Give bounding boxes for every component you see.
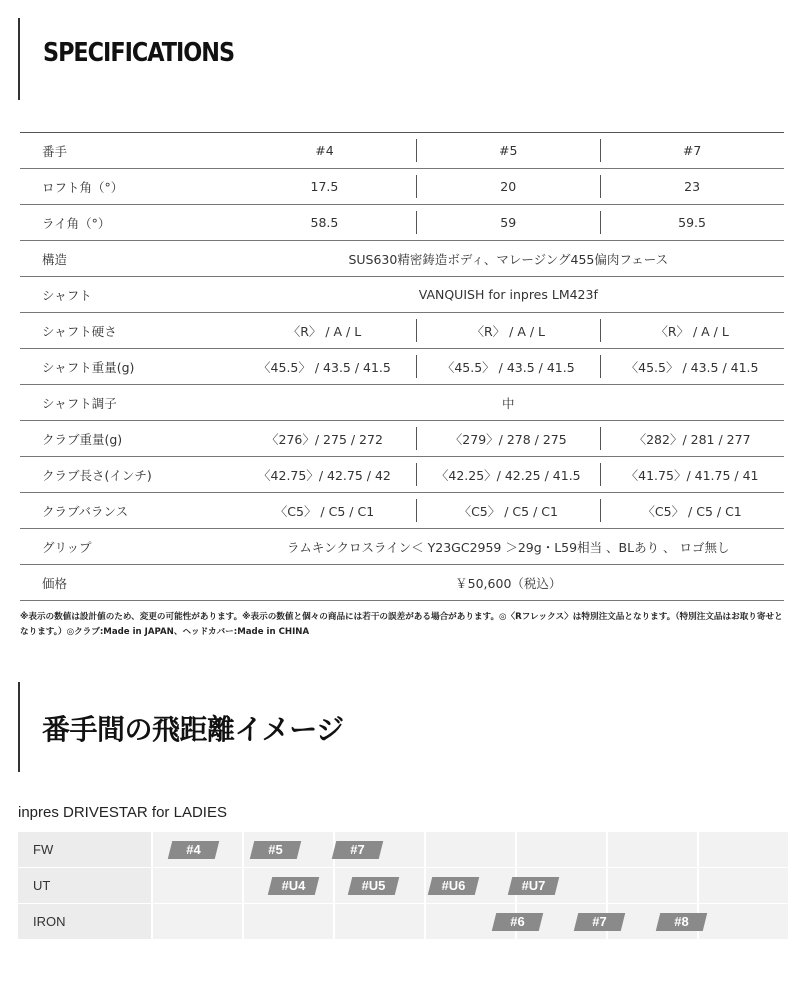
club-number-tag	[428, 877, 479, 895]
spec-row	[20, 205, 784, 241]
club-number-label: #U6	[441, 878, 466, 893]
club-number-label: #U7	[521, 878, 546, 893]
distance-cell	[153, 868, 242, 903]
spec-table	[20, 132, 784, 601]
section-bar	[18, 18, 20, 100]
spec-row	[20, 133, 784, 169]
spec-row	[20, 385, 784, 421]
distance-row	[18, 904, 788, 939]
spec-row	[20, 457, 784, 493]
distance-cell	[699, 904, 788, 939]
spec-row	[20, 529, 784, 565]
spec-row	[20, 349, 784, 385]
distance-subtitle: inpres DRIVESTAR for LADIES	[18, 804, 227, 821]
spec-cell: 59	[416, 205, 600, 241]
spec-row	[20, 277, 784, 313]
distance-cell	[608, 868, 697, 903]
spec-cell: 〈42.25〉/ 42.25 / 41.5	[416, 457, 600, 493]
club-number-tag	[250, 841, 301, 859]
club-number-label: #U5	[361, 878, 386, 893]
distance-grid	[18, 832, 788, 940]
distance-cell	[699, 832, 788, 867]
spec-row-label: クラブバランス	[20, 493, 233, 529]
club-number-label: #7	[350, 842, 365, 857]
club-number-tag	[348, 877, 399, 895]
distance-cell	[608, 832, 697, 867]
club-number-tag	[492, 913, 543, 931]
spec-cell: 〈42.75〉/ 42.75 / 42	[233, 457, 417, 493]
spec-row	[20, 493, 784, 529]
spec-cell: #7	[600, 133, 784, 169]
club-number-tag	[574, 913, 625, 931]
spec-cell: ￥50,600（税込）	[233, 565, 784, 601]
distance-cell	[426, 832, 515, 867]
distance-cell	[517, 832, 606, 867]
specifications-title: SPECIFICATIONS	[43, 38, 235, 68]
spec-cell: 〈282〉/ 281 / 277	[600, 421, 784, 457]
spec-cell: 〈R〉 / A / L	[416, 313, 600, 349]
spec-cell: 〈45.5〉 / 43.5 / 41.5	[600, 349, 784, 385]
club-number-label: #5	[268, 842, 283, 857]
section-bar	[18, 682, 20, 772]
spec-row-label: ロフト角（°）	[20, 169, 233, 205]
spec-cell: ラムキンクロスライン＜ Y23GC2959 ＞29g・L59相当 、BLあり 、 ロゴ無し	[233, 529, 784, 565]
spec-cell: 〈276〉/ 275 / 272	[233, 421, 417, 457]
spec-cell: 〈45.5〉 / 43.5 / 41.5	[233, 349, 417, 385]
spec-cell: 〈R〉 / A / L	[600, 313, 784, 349]
spec-row-label: 構造	[20, 241, 233, 277]
spec-cell: 58.5	[233, 205, 417, 241]
spec-row-label: 番手	[20, 133, 233, 169]
spec-row-label: クラブ重量(g)	[20, 421, 233, 457]
spec-cell: 〈R〉 / A / L	[233, 313, 417, 349]
spec-row	[20, 565, 784, 601]
club-number-label: #6	[510, 914, 525, 929]
distance-row-label: UT	[18, 868, 151, 903]
spec-row	[20, 421, 784, 457]
spec-cell: 中	[233, 385, 784, 421]
distance-row-label: IRON	[18, 904, 151, 939]
spec-cell: 59.5	[600, 205, 784, 241]
club-number-label: #8	[674, 914, 689, 929]
spec-cell: 23	[600, 169, 784, 205]
club-number-label: #4	[186, 842, 201, 857]
distance-cell	[335, 904, 424, 939]
distance-cell	[244, 904, 333, 939]
spec-cell: 〈45.5〉 / 43.5 / 41.5	[416, 349, 600, 385]
spec-row	[20, 169, 784, 205]
spec-row-label: シャフト	[20, 277, 233, 313]
distance-row	[18, 832, 788, 867]
spec-cell: #5	[416, 133, 600, 169]
club-number-tag	[332, 841, 383, 859]
spec-row	[20, 313, 784, 349]
spec-cell: 〈279〉/ 278 / 275	[416, 421, 600, 457]
club-number-tag	[268, 877, 319, 895]
spec-cell: 〈41.75〉/ 41.75 / 41	[600, 457, 784, 493]
spec-cell: VANQUISH for inpres LM423f	[233, 277, 784, 313]
club-number-tag	[168, 841, 219, 859]
spec-row-label: ライ角（°）	[20, 205, 233, 241]
club-number-label: #7	[592, 914, 607, 929]
spec-row-label: クラブ長さ(インチ)	[20, 457, 233, 493]
distance-title: 番手間の飛距離イメージ	[42, 713, 344, 746]
spec-cell: 20	[416, 169, 600, 205]
distance-cell	[699, 868, 788, 903]
distance-cell	[153, 904, 242, 939]
distance-row-label: FW	[18, 832, 151, 867]
spec-cell: 〈C5〉 / C5 / C1	[416, 493, 600, 529]
spec-cell: 〈C5〉 / C5 / C1	[600, 493, 784, 529]
spec-note: ※表示の数値は設計値のため、変更の可能性があります。※表示の数値と個々の商品には若干の誤差がある場合があります。◎〈Rフレックス〉は特別注文品となります。（特別注文品はお取り寄せとなります。）◎クラブ:Made in JAPAN、ヘッドカバー:Made in CHINA	[20, 612, 783, 637]
spec-cell: SUS630精密鋳造ボディ、マレージング455偏肉フェース	[233, 241, 784, 277]
spec-cell: 17.5	[233, 169, 417, 205]
spec-cell: #4	[233, 133, 417, 169]
spec-cell: 〈C5〉 / C5 / C1	[233, 493, 417, 529]
club-number-label: #U4	[281, 878, 306, 893]
club-number-tag	[656, 913, 707, 931]
spec-row-label: グリップ	[20, 529, 233, 565]
spec-row-label: シャフト調子	[20, 385, 233, 421]
club-number-tag	[508, 877, 559, 895]
spec-row	[20, 241, 784, 277]
spec-row-label: シャフト重量(g)	[20, 349, 233, 385]
spec-row-label: シャフト硬さ	[20, 313, 233, 349]
distance-row	[18, 868, 788, 903]
spec-row-label: 価格	[20, 565, 233, 601]
